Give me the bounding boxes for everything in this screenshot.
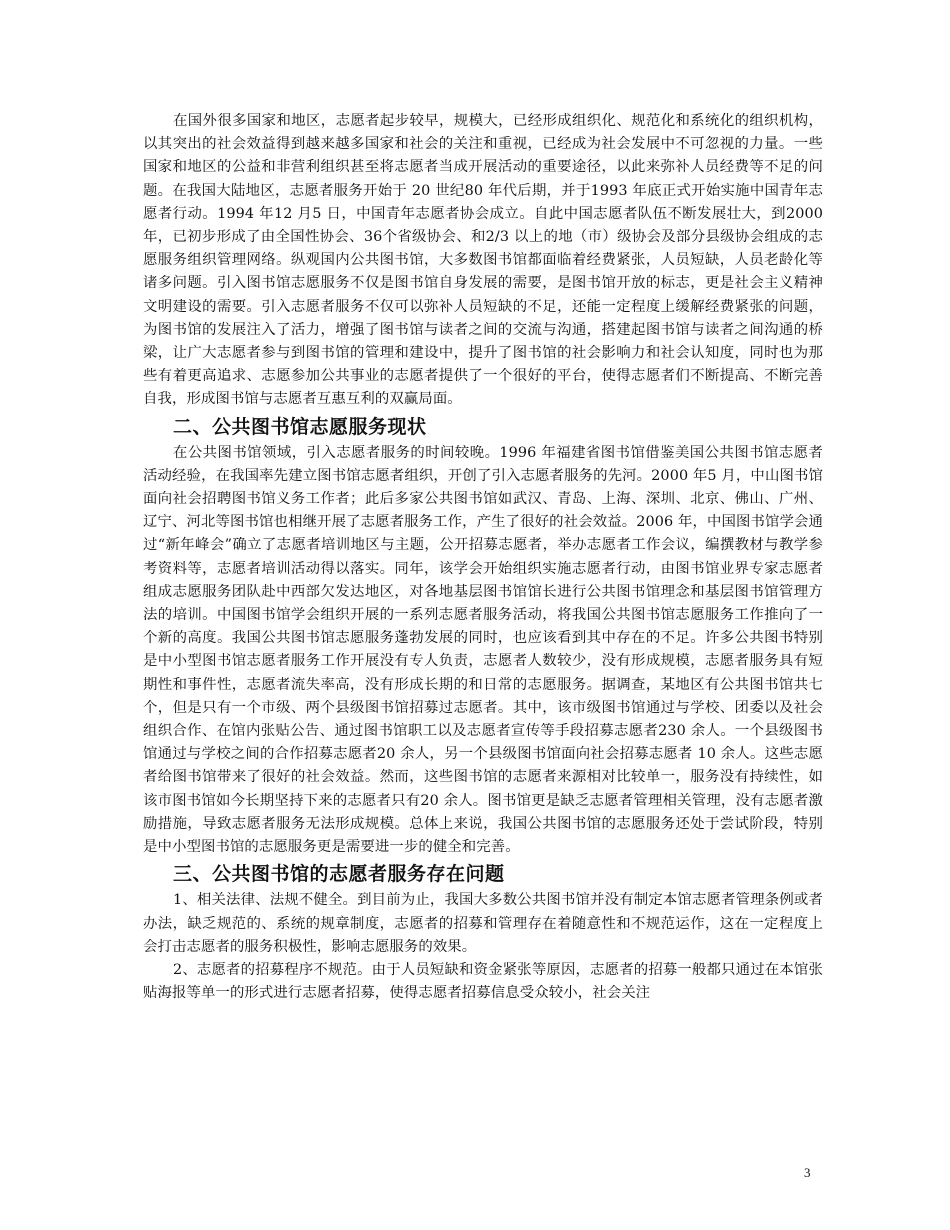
page-number: 3 bbox=[804, 1165, 811, 1180]
section-heading-3: 三、公共图书馆的志愿者服务存在问题 bbox=[173, 863, 505, 886]
section-3-item-1: 1、相关法律、法规不健全。到目前为止，我国大多数公共图书馆并没有制定本馆志愿者管理条例或者办法，缺乏规范的、系统的规章制度，志愿者的招募和管理存在着随意性和不规范运作，这在一定程度上会打击志愿者的服务积极性，影响志愿服务的效果。 bbox=[143, 892, 823, 955]
page-body bbox=[143, 110, 823, 1005]
section-3-item-2: 2、志愿者的招募程序不规范。由于人员短缺和资金紧张等原因，志愿者的招募一般都只通过在本馆张贴海报等单一的形式进行志愿者招募，使得志愿者招募信息受众较小，社会关注 bbox=[143, 961, 823, 1002]
section-heading-2: 二、公共图书馆志愿服务现状 bbox=[173, 415, 427, 438]
section-2-paragraph: 在公共图书馆领域，引入志愿者服务的时间较晚。1996 年福建省图书馆借鉴美国公共图书馆志愿者活动经验，在我国率先建立图书馆志愿者组织，开创了引入志愿者服务的先河。2000 年5 月，中山图书馆面向社会招聘图书馆义务工作者；此后多家公共图书馆如武汉、青岛、上海、深圳、北京、佛山、广州、辽宁、河北等图书馆也相继开展了志愿者服务工作，产生了很好的社会效益。2006 年，中国图书馆学会通过“新年峰会”确立了志愿者培训地区与主题，公开招募志愿者，举办志愿者工作会议，编撰教材与教学参考资料等，志愿者培训活动得以落实。同年，该学会开始组织实施志愿者行动，由图书馆业界专家志愿者组成志愿服务团队赴中西部欠发达地区，对各地基层图书馆馆长进行公共图书馆理念和基层图书馆管理方法的培训。中国图书馆学会组织开展的一系列志愿者服务活动，将我国公共图书馆志愿服务工作推向了一个新的高度。我国公共图书馆志愿服务蓬勃发展的同时，也应该看到其中存在的不足。许多公共图书特别是中小型图书馆志愿者服务工作开展没有专人负责，志愿者人数较少，没有形成规模，志愿者服务具有短期性和事件性，志愿者流失率高，没有形成长期的和日常的志愿服务。据调查，某地区有公共图书馆共七个，但是只有一个市级、两个县级图书馆招募过志愿者。其中，该市级图书馆通过与学校、团委以及社会组织合作、在馆内张贴公告、通过图书馆职工以及志愿者宣传等手段招募志愿者230 余人。一个县级图书馆通过与学校之间的合作招募志愿者20 余人，另一个县级图书馆面向社会招募志愿者 10 余人。这些志愿者给图书馆带来了很好的社会效益。然而，这些图书馆的志愿者来源相对比较单一，服务没有持续性，如该市图书馆如今长期坚持下来的志愿者只有20 余人。图书馆更是缺乏志愿者管理相关管理，没有志愿者激励措施，导致志愿者服务无法形成规模。总体上来说，我国公共图书馆的志愿服务还处于尝试阶段，特别是中小型图书馆的志愿服务更是需要进一步的健全和完善。 bbox=[143, 444, 823, 856]
intro-paragraph: 在国外很多国家和地区，志愿者起步较早，规模大，已经形成组织化、规范化和系统化的组织机构，以其突出的社会效益得到越来越多国家和社会的关注和重视，已经成为社会发展中不可忽视的力量。一些国家和地区的公益和非营利组织甚至将志愿者当成开展活动的重要途径，以此来弥补人员经费等不足的问题。在我国大陆地区，志愿者服务开始于 20 世纪80 年代后期，并于1993 年底正式开始实施中国青年志愿者行动。1994 年12 月5 日，中国青年志愿者协会成立。自此中国志愿者队伍不断发展壮大，到2000 年，已初步形成了由全国性协会、36个省级协会、和2/3 以上的地（市）级协会及部分县级协会组成的志愿服务组织管理网络。纵观国内公共图书馆，大多数图书馆都面临着经费紧张，人员短缺，人员老龄化等诸多问题。引入图书馆志愿服务不仅是图书馆自身发展的需要，是图书馆开放的标志，更是社会主义精神文明建设的需要。引入志愿者服务不仅可以弥补人员短缺的不足，还能一定程度上缓解经费紧张的问题，为图书馆的发展注入了活力，增强了图书馆与读者之间的交流与沟通，搭建起图书馆与读者之间沟通的桥梁，让广大志愿者参与到图书馆的管理和建设中，提升了图书馆的社会影响力和社会认知度，同时也为那些有着更高追求、志愿参加公共事业的志愿者提供了一个很好的平台，使得志愿者们不断提高、不断完善自我，形成图书馆与志愿者互惠互利的双赢局面。 bbox=[143, 113, 823, 408]
